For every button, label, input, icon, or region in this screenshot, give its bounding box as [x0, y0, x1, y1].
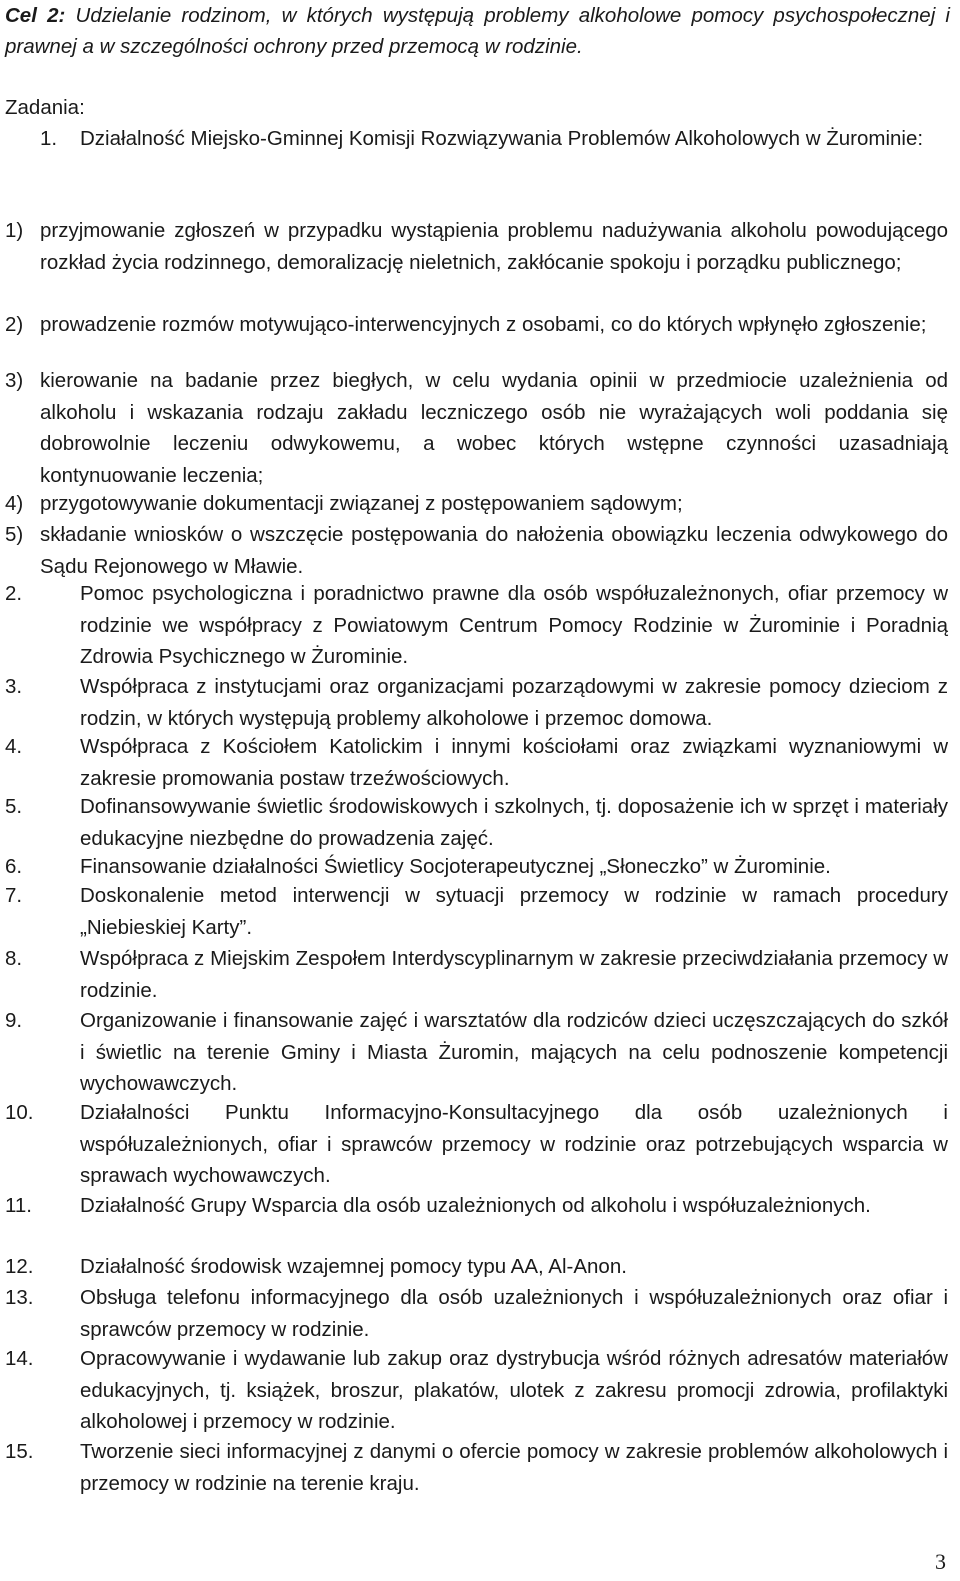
goal-text: Udzielanie rodzinom, w których występują problemy alkoholowe pomocy psychospołecznej i prawnej a w szczególności ochrony przed przemocą w rodzinie.	[5, 4, 950, 58]
task-text: Tworzenie sieci informacyjnej z danymi o ofercie pomocy w zakresie problemów alkoholowych i przemocy w rodzinie na terenie kraju.	[80, 1440, 948, 1495]
task-number: 9.	[5, 1009, 23, 1032]
task-number: 13.	[5, 1286, 34, 1309]
task-number: 4.	[5, 735, 23, 758]
task-number: 10.	[5, 1101, 34, 1124]
subtask-number: 5)	[5, 523, 24, 546]
task-text: Organizowanie i finansowanie zajęć i warsztatów dla rodziców dzieci uczęszczających do szkół i świetlic na terenie Gminy i Miasta Żuromin, mających na celu podnoszenie kompetencji wychowawczych.	[80, 1009, 948, 1095]
task-number: 14.	[5, 1347, 34, 1370]
task-number: 8.	[5, 947, 23, 970]
task-number: 11.	[5, 1194, 32, 1217]
tasks-heading: Zadania:	[5, 96, 85, 119]
subtask-text: przygotowywanie dokumentacji związanej z postępowaniem sądowym;	[40, 492, 683, 515]
task-text: Działalność Grupy Wsparcia dla osób uzależnionych od alkoholu i współuzależnionych.	[80, 1194, 871, 1217]
task-number: 5.	[5, 795, 23, 818]
subtask-text: składanie wniosków o wszczęcie postępowania do nałożenia obowiązku leczenia odwykowego do Sądu Rejonowego w Mławie.	[40, 523, 948, 578]
task-text: Współpraca z instytucjami oraz organizacjami pozarządowymi w zakresie pomocy dzieciom z rodzin, w których występują problemy alkoholowe i przemoc domowa.	[80, 675, 948, 730]
task-text: Obsługa telefonu informacyjnego dla osób uzależnionych i współuzależnionych oraz ofiar i sprawców przemocy w rodzinie.	[80, 1286, 948, 1341]
task-number: 2.	[5, 582, 23, 605]
task-text: Pomoc psychologiczna i poradnictwo prawne dla osób współuzależnonych, ofiar przemocy w rodzinie we współpracy z Powiatowym Centrum Pomocy Rodzinie w Żurominie i Poradnią Zdrowia Psychicznego w Żurominie.	[80, 582, 948, 668]
subtask-text: kierowanie na badanie przez biegłych, w celu wydania opinii w przedmiocie uzależnienia od alkoholu i wskazania rodzaju zakładu leczniczego osób nie wyrażających woli poddania się dobrowolnie leczeniu odwykowemu, a wobec których wstępne czynności uzasadniają kontynuowanie leczenia;	[40, 369, 948, 487]
task-text: Finansowanie działalności Świetlicy Socjoterapeutycznej „Słoneczko” w Żurominie.	[80, 855, 831, 878]
task-text: Działalność Miejsko-Gminnej Komisji Rozwiązywania Problemów Alkoholowych w Żurominie:	[80, 127, 924, 150]
task-number: 12.	[5, 1255, 34, 1278]
task-number: 1.	[40, 127, 58, 150]
subtask-text: prowadzenie rozmów motywująco-interwencyjnych z osobami, co do których wpłynęło zgłoszenie;	[40, 313, 927, 336]
task-text: Dofinansowywanie świetlic środowiskowych i szkolnych, tj. doposażenie ich w sprzęt i materiały edukacyjne niezbędne do prowadzenia zajęć.	[80, 795, 948, 850]
subtask-number: 3)	[5, 369, 24, 392]
task-text: Działalność środowisk wzajemnej pomocy typu AA, Al-Anon.	[80, 1255, 627, 1278]
task-number: 15.	[5, 1440, 34, 1463]
task-number: 3.	[5, 675, 23, 698]
page-number: 3	[935, 1549, 946, 1574]
subtask-text: przyjmowanie zgłoszeń w przypadku wystąpienia problemu nadużywania alkoholu powodującego rozkład życia rodzinnego, demoralizację nieletnich, zakłócanie spokoju i porządku publicznego;	[40, 219, 948, 274]
task-text: Opracowywanie i wydawanie lub zakup oraz dystrybucja wśród różnych adresatów materiałów edukacyjnych, tj. książek, broszur, plakatów, ulotek z zakresu promocji zdrowia, profilaktyki alkoholowej i przemocy w rodzinie.	[80, 1347, 948, 1433]
task-text: Współpraca z Kościołem Katolickim i innymi kościołami oraz związkami wyznaniowymi w zakresie promowania postaw trzeźwościowych.	[80, 735, 948, 790]
task-text: Działalności Punktu Informacyjno-Konsultacyjnego dla osób uzależnionych i współuzależnionych, ofiar i sprawców przemocy w rodzinie oraz potrzebujących wsparcia w sprawach wychowawczych.	[80, 1101, 948, 1187]
task-text: Doskonalenie metod interwencji w sytuacji przemocy w rodzinie w ramach procedury „Niebieskiej Karty”.	[80, 884, 948, 939]
goal-label: Cel 2:	[5, 4, 66, 27]
task-text: Współpraca z Miejskim Zespołem Interdyscyplinarnym w zakresie przeciwdziałania przemocy w rodzinie.	[80, 947, 948, 1002]
task-number: 6.	[5, 855, 23, 878]
task-number: 7.	[5, 884, 23, 907]
goal-paragraph	[5, 0, 950, 62]
subtask-number: 2)	[5, 313, 24, 336]
subtask-number: 1)	[5, 219, 24, 242]
subtask-number: 4)	[5, 492, 24, 515]
